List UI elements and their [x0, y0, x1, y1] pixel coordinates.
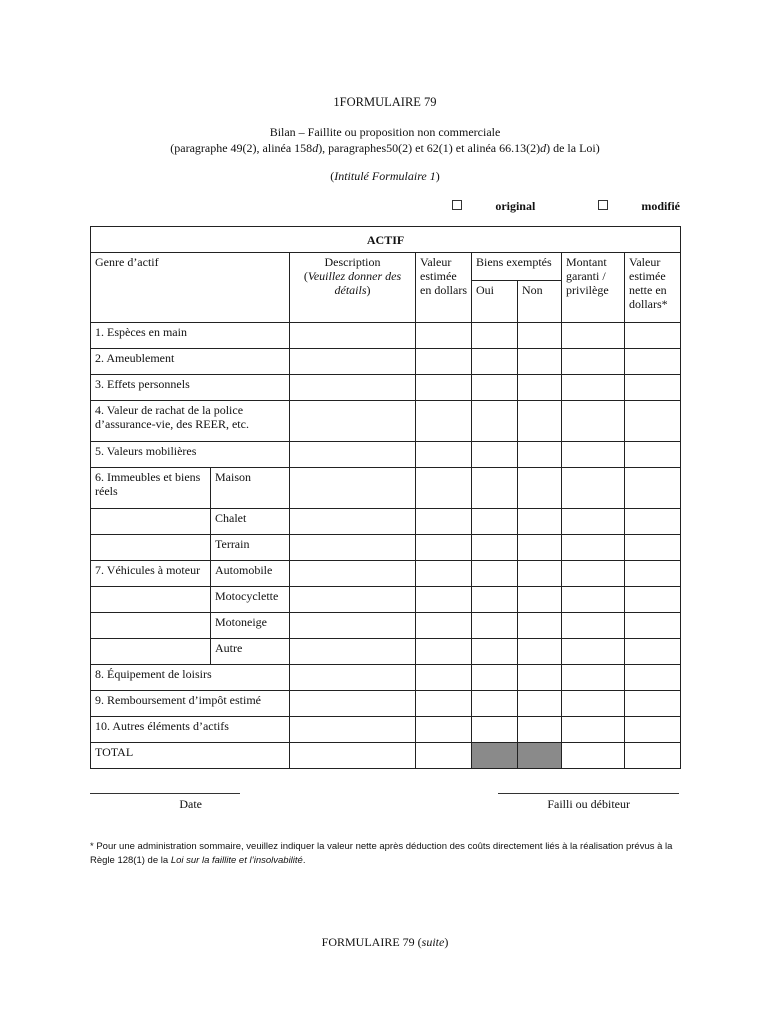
desc-cell[interactable] [290, 665, 416, 691]
sub-label: Autre [211, 639, 290, 665]
modifie-label: modifié [641, 199, 680, 213]
oui-cell[interactable] [472, 587, 518, 613]
sub-label: Motoneige [211, 613, 290, 639]
form-reference-part: Intitulé Formulaire 1 [334, 169, 436, 183]
header-genre: Genre d’actif [91, 253, 290, 323]
desc-cell[interactable] [290, 535, 416, 561]
oui-cell[interactable] [472, 468, 518, 509]
header-oui: Oui [472, 281, 518, 323]
version-checkboxes [392, 199, 680, 214]
table-row [91, 375, 681, 401]
oui-cell[interactable] [472, 561, 518, 587]
oui-cell[interactable] [472, 639, 518, 665]
total-value-cell[interactable] [416, 743, 472, 769]
non-cell[interactable] [518, 665, 562, 691]
checkbox-icon[interactable] [598, 200, 608, 210]
oui-cell[interactable] [472, 717, 518, 743]
legal-reference-part: ) de la Loi) [546, 141, 600, 155]
row-label: 4. Valeur de rachat de la police d’assurance-vie, des REER, etc. [91, 401, 290, 442]
table-row [91, 717, 681, 743]
montant-cell[interactable] [562, 375, 625, 401]
sub-label: Chalet [211, 509, 290, 535]
nette-cell[interactable] [625, 323, 681, 349]
value-cell[interactable] [416, 665, 472, 691]
desc-cell[interactable] [290, 561, 416, 587]
nette-cell[interactable] [625, 442, 681, 468]
page-footer [0, 935, 770, 950]
non-cell[interactable] [518, 509, 562, 535]
table-row [91, 401, 681, 442]
nette-cell[interactable] [625, 468, 681, 509]
nette-cell[interactable] [625, 691, 681, 717]
table-row [91, 639, 681, 665]
table-row [91, 587, 681, 613]
nette-cell[interactable] [625, 639, 681, 665]
table-row [91, 349, 681, 375]
desc-cell[interactable] [290, 587, 416, 613]
oui-cell[interactable] [472, 509, 518, 535]
sub-label: Motocyclette [211, 587, 290, 613]
table-row [91, 613, 681, 639]
row-label: 2. Ameublement [91, 349, 290, 375]
row-label: 10. Autres éléments d’actifs [91, 717, 290, 743]
legal-reference-part: d [540, 141, 547, 155]
row-label [91, 535, 211, 561]
date-signature-line[interactable] [90, 793, 240, 794]
montant-cell[interactable] [562, 509, 625, 535]
legal-reference-part: ), paragraphes50(2) et 62(1) et alinéa 66.13(2) [318, 141, 541, 155]
header-non: Non [518, 281, 562, 323]
nette-cell[interactable] [625, 349, 681, 375]
montant-cell[interactable] [562, 323, 625, 349]
header-description-note: Veuillez donner des détails [307, 269, 402, 297]
desc-cell[interactable] [290, 613, 416, 639]
desc-cell[interactable] [290, 509, 416, 535]
value-cell[interactable] [416, 509, 472, 535]
table-row [91, 665, 681, 691]
non-cell[interactable] [518, 587, 562, 613]
row-label [91, 509, 211, 535]
value-cell[interactable] [416, 468, 472, 509]
sub-label: Automobile [211, 561, 290, 587]
row-label: 6. Immeubles et biens réels [91, 468, 211, 509]
oui-cell[interactable] [472, 613, 518, 639]
total-label: TOTAL [91, 743, 290, 769]
non-cell[interactable] [518, 639, 562, 665]
header-valeur-nette: Valeur estimée nette en dollars* [625, 253, 681, 323]
non-cell[interactable] [518, 535, 562, 561]
oui-cell[interactable] [472, 665, 518, 691]
nette-cell[interactable] [625, 587, 681, 613]
assets-table [90, 226, 681, 769]
non-cell[interactable] [518, 561, 562, 587]
montant-cell[interactable] [562, 401, 625, 442]
oui-cell[interactable] [472, 691, 518, 717]
row-label: 5. Valeurs mobilières [91, 442, 290, 468]
shaded-cell [518, 743, 562, 769]
nette-cell[interactable] [625, 561, 681, 587]
montant-cell[interactable] [562, 639, 625, 665]
legal-reference-part: (paragraphe 49(2), alinéa 158 [170, 141, 313, 155]
table-row [91, 509, 681, 535]
table-row [91, 442, 681, 468]
desc-cell[interactable] [290, 401, 416, 442]
form-subtitle: Bilan – Faillite ou proposition non commerciale [269, 125, 501, 139]
value-cell[interactable] [416, 323, 472, 349]
non-cell[interactable] [518, 323, 562, 349]
header-description-note: ( [303, 269, 308, 283]
value-cell[interactable] [416, 535, 472, 561]
total-nette-cell[interactable] [625, 743, 681, 769]
form-title: 1FORMULAIRE 79 [333, 95, 437, 109]
non-cell[interactable] [518, 717, 562, 743]
montant-cell[interactable] [562, 665, 625, 691]
row-label: 3. Effets personnels [91, 375, 290, 401]
form-reference-part: ( [330, 169, 335, 183]
total-row [91, 743, 681, 769]
shaded-cell [472, 743, 518, 769]
nette-cell[interactable] [625, 665, 681, 691]
table-row [91, 323, 681, 349]
form-reference [0, 169, 770, 184]
total-montant-cell[interactable] [562, 743, 625, 769]
debtor-signature-line[interactable] [498, 793, 679, 794]
date-label: Date [179, 797, 202, 811]
legal-reference-part: d [312, 141, 319, 155]
oui-cell[interactable] [472, 442, 518, 468]
value-cell[interactable] [416, 561, 472, 587]
non-cell[interactable] [518, 401, 562, 442]
row-label [91, 639, 211, 665]
footnote [90, 840, 680, 868]
row-label: 9. Remboursement d’impôt estimé [91, 691, 290, 717]
debtor-label: Failli ou débiteur [547, 797, 630, 811]
desc-cell[interactable] [290, 639, 416, 665]
oui-cell[interactable] [472, 401, 518, 442]
table-row [91, 691, 681, 717]
footer-part: suite [421, 935, 445, 949]
header-montant: Montant garanti / privilège [562, 253, 625, 323]
header-description [290, 253, 416, 323]
non-cell[interactable] [518, 349, 562, 375]
table-row [91, 561, 681, 587]
value-cell[interactable] [416, 375, 472, 401]
value-cell[interactable] [416, 717, 472, 743]
footnote-part: Loi sur la faillite et l’insolvabilité [170, 855, 303, 866]
value-cell[interactable] [416, 691, 472, 717]
montant-cell[interactable] [562, 442, 625, 468]
table-row [91, 468, 681, 509]
montant-cell[interactable] [562, 535, 625, 561]
row-label: 7. Véhicules à moteur [91, 561, 211, 587]
nette-cell[interactable] [625, 717, 681, 743]
value-cell[interactable] [416, 613, 472, 639]
desc-cell[interactable] [290, 349, 416, 375]
footer-part: FORMULAIRE 79 ( [321, 935, 422, 949]
nette-cell[interactable] [625, 535, 681, 561]
value-cell[interactable] [416, 639, 472, 665]
montant-cell[interactable] [562, 468, 625, 509]
desc-cell[interactable] [290, 468, 416, 509]
value-cell[interactable] [416, 587, 472, 613]
desc-cell[interactable] [290, 375, 416, 401]
montant-cell[interactable] [562, 587, 625, 613]
form-reference-part: ) [435, 169, 440, 183]
desc-cell[interactable] [290, 323, 416, 349]
oui-cell[interactable] [472, 535, 518, 561]
desc-cell[interactable] [290, 717, 416, 743]
row-label: 1. Espèces en main [91, 323, 290, 349]
oui-cell[interactable] [472, 323, 518, 349]
nette-cell[interactable] [625, 375, 681, 401]
row-label [91, 587, 211, 613]
oui-cell[interactable] [472, 349, 518, 375]
footer-part: ) [444, 935, 449, 949]
non-cell[interactable] [518, 691, 562, 717]
non-cell[interactable] [518, 613, 562, 639]
section-title: ACTIF [91, 227, 681, 253]
footnote-part: * Pour une administration sommaire, veuillez indiquer la valeur nette après déduction des coûts directement liés à la réalisation prévus à la Règle 128(1) de la [90, 841, 673, 866]
row-label [91, 613, 211, 639]
nette-cell[interactable] [625, 613, 681, 639]
header-description-title: Description [324, 255, 381, 269]
oui-cell[interactable] [472, 375, 518, 401]
legal-reference [0, 141, 770, 156]
original-label: original [495, 199, 536, 213]
value-cell[interactable] [416, 442, 472, 468]
desc-cell[interactable] [290, 691, 416, 717]
desc-cell [290, 743, 416, 769]
montant-cell[interactable] [562, 349, 625, 375]
original-option[interactable] [422, 199, 535, 213]
non-cell[interactable] [518, 468, 562, 509]
sub-label: Maison [211, 468, 290, 509]
value-cell[interactable] [416, 349, 472, 375]
value-cell[interactable] [416, 401, 472, 442]
footnote-part: . [302, 855, 306, 866]
row-label: 8. Équipement de loisirs [91, 665, 290, 691]
header-description-note: ) [366, 283, 371, 297]
checkbox-icon[interactable] [452, 200, 462, 210]
montant-cell[interactable] [562, 561, 625, 587]
montant-cell[interactable] [562, 613, 625, 639]
modifie-option[interactable] [568, 199, 680, 213]
montant-cell[interactable] [562, 691, 625, 717]
non-cell[interactable] [518, 375, 562, 401]
nette-cell[interactable] [625, 509, 681, 535]
header-biens-exemptes: Biens exemptés [472, 253, 562, 281]
non-cell[interactable] [518, 442, 562, 468]
nette-cell[interactable] [625, 401, 681, 442]
sub-label: Terrain [211, 535, 290, 561]
table-row [91, 535, 681, 561]
montant-cell[interactable] [562, 717, 625, 743]
header-valeur: Valeur estimée en dollars [416, 253, 472, 323]
desc-cell[interactable] [290, 442, 416, 468]
